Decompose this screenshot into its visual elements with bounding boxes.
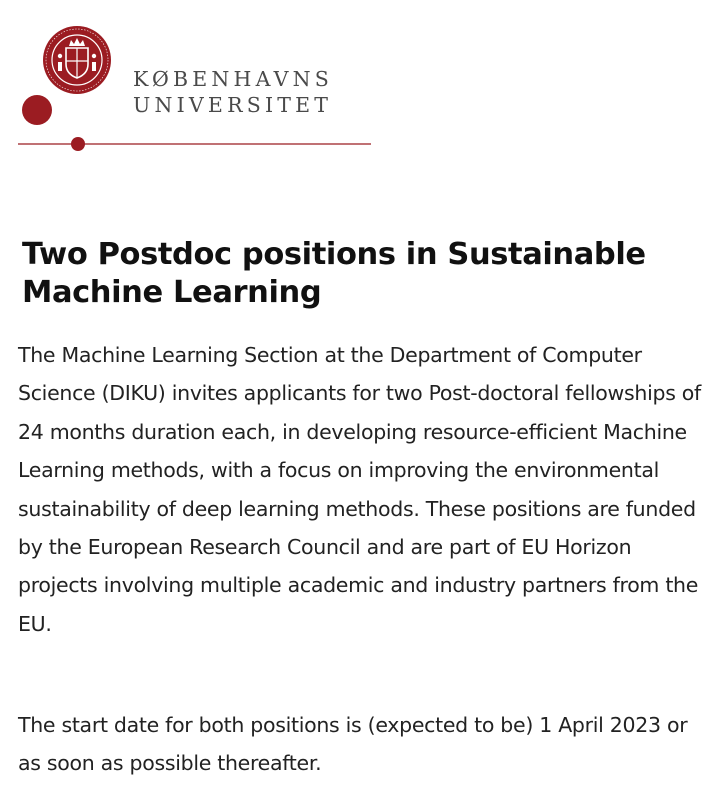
- university-seal-icon: [43, 26, 111, 94]
- wordmark-line-1: KØBENHAVNS: [133, 67, 333, 91]
- university-wordmark: [133, 66, 333, 118]
- article-paragraph-2: The start date for both positions is (expected to be) 1 April 2023 or as soon as possible thereafter.: [18, 713, 688, 776]
- wordmark-line-2: UNIVERSITET: [133, 93, 333, 117]
- decorative-dot-large: [22, 95, 52, 125]
- decorative-dot-small: [71, 137, 85, 151]
- site-header: [0, 0, 720, 160]
- article-title: Two Postdoc positions in Sustainable Machine Learning: [22, 237, 646, 310]
- article-paragraph-1: The Machine Learning Section at the Department of Computer Science (DIKU) invites applicants for two Post-doctoral fellowships of 24 months duration each, in developing resource-efficient Machine Learning methods, with a focus on improving the environmental sustainability of deep learning methods. These positions are funded by the European Research Council and are part of EU Horizon projects involving multiple academic and industry partners from the EU.: [18, 343, 701, 636]
